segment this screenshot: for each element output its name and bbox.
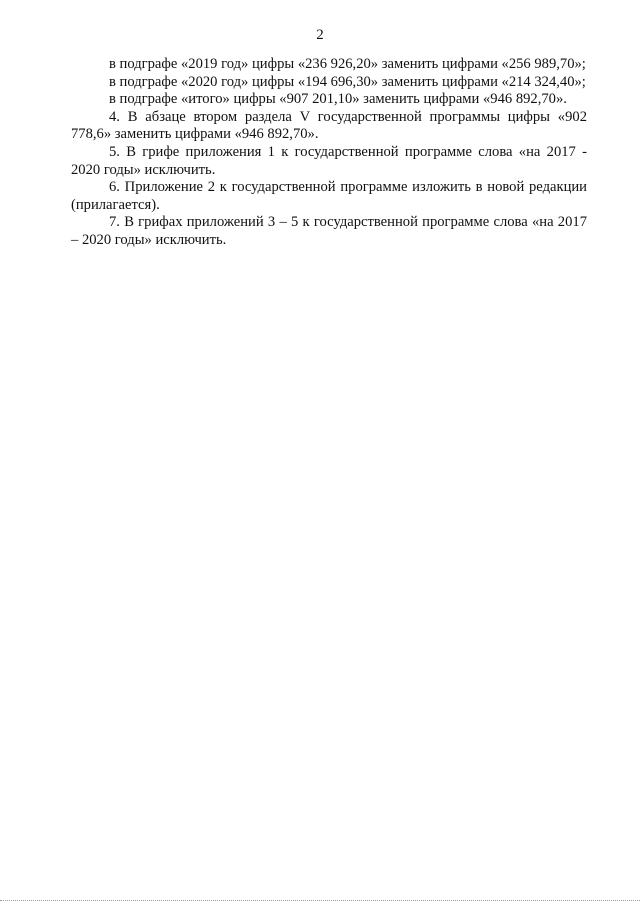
paragraph-item-7: 7. В грифах приложений 3 – 5 к государственной программе слова «на 2017 – 2020 годы» исключить. — [71, 214, 587, 248]
paragraph-subgraph-total: в подграфе «итого» цифры «907 201,10» заменить цифрами «946 892,70». — [109, 91, 567, 108]
paragraph-subgraph-2020: в подграфе «2020 год» цифры «194 696,30» заменить цифрами «214 324,40»; — [109, 73, 586, 90]
page-number: 2 — [316, 27, 324, 43]
paragraph-subgraph-2019: в подграфе «2019 год» цифры «236 926,20» заменить цифрами «256 989,70»; — [109, 56, 586, 72]
paragraph-item-5: 5. В грифе приложения 1 к государственной программе слова «на 2017 - 2020 годы» исключить. — [71, 143, 587, 178]
document-body — [71, 56, 587, 250]
paragraph-item-4: 4. В абзаце втором раздела V государственной программы цифры «902 778,6» заменить цифрами «946 892,70». — [71, 108, 587, 143]
paragraph-item-6: 6. Приложение 2 к государственной программе изложить в новой редакции (прилагается). — [71, 179, 587, 213]
page-bottom-edge — [0, 900, 640, 901]
